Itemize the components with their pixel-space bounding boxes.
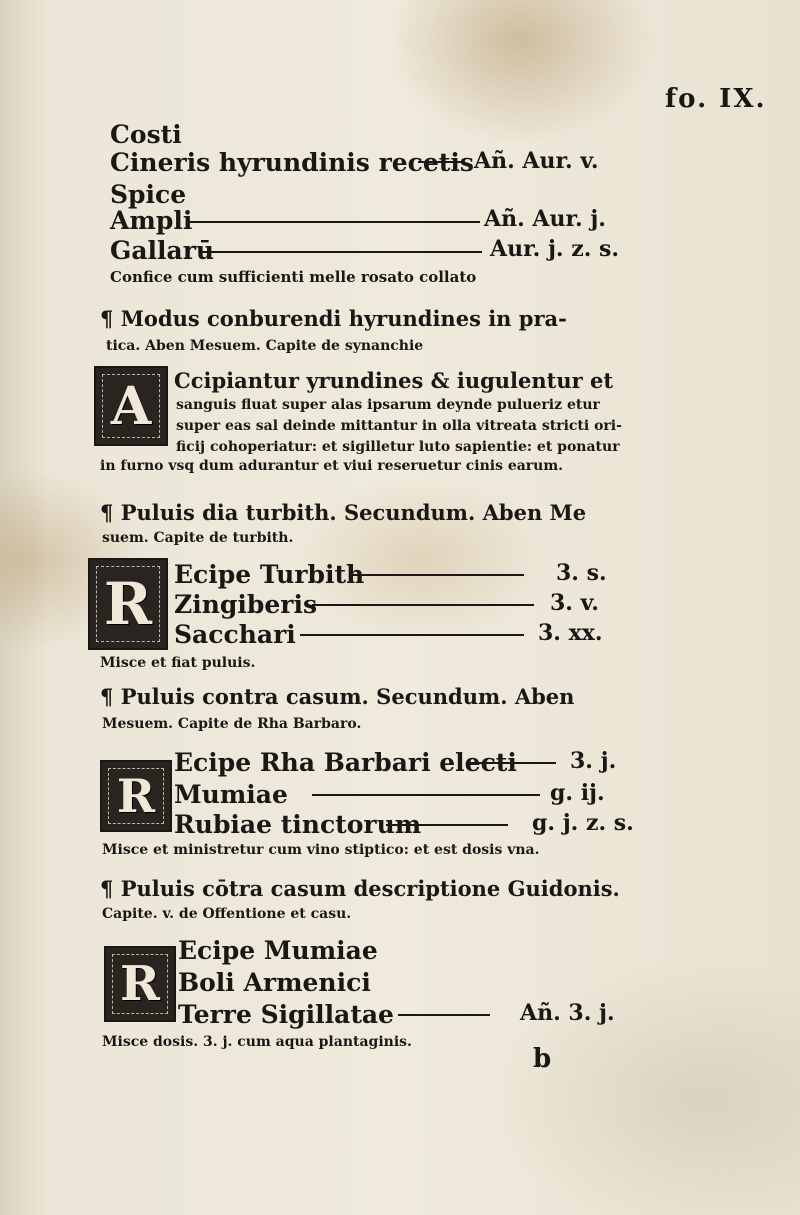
ingredient-line: Mumiae [174, 780, 288, 809]
dose-value: Añ. 3. j. [520, 1000, 615, 1026]
initial-letter: R [103, 570, 153, 638]
dose-value: 3. xx. [538, 620, 603, 646]
paragraph-line: in furno vsq dum adurantur et viui reseruetur cinis earum. [100, 458, 564, 474]
dose-rule [300, 634, 524, 636]
section-heading [100, 684, 574, 709]
ingredient-line: Ampli [110, 206, 193, 235]
dose-rule [190, 221, 480, 223]
ingredient-line: Ecipe Turbith [174, 560, 365, 589]
recipe-note: Misce dosis. 3. j. cum aqua plantaginis. [102, 1034, 412, 1050]
dose-rule [200, 251, 482, 253]
dose-value: Aur. j. z. s. [490, 236, 620, 262]
ingredient-line: Ecipe Rha Barbari electi [174, 748, 517, 777]
dose-value: 3. v. [550, 590, 599, 616]
dose-value: g. j. z. s. [532, 810, 634, 836]
section-subheading: Capite. v. de Offentione et casu. [102, 906, 352, 922]
dose-value: g. ij. [550, 780, 605, 806]
recipe-note: Misce et fiat puluis. [100, 655, 256, 671]
heading-text: Puluis cōtra casum descriptione Guidonis. [120, 876, 620, 901]
paragraph-line: sanguis fluat super alas ipsarum deynde pulueriz etur [176, 397, 600, 413]
dose-value: 3. s. [556, 560, 607, 586]
recipe-note: Misce et ministretur cum vino stiptico: et est dosis vna. [102, 842, 540, 858]
dose-rule [312, 794, 540, 796]
heading-text: Modus conburendi hyrundines in pra- [120, 306, 567, 331]
ingredient-line: Zingiberis [174, 590, 318, 619]
ingredient-line: Spice [110, 180, 187, 209]
heading-text: Puluis contra casum. Secundum. Aben [120, 684, 575, 709]
pilcrow-icon: ¶ [100, 876, 114, 901]
dose-rule [398, 1014, 490, 1016]
pilcrow-icon: ¶ [100, 684, 114, 709]
dose-rule [468, 762, 556, 764]
ingredient-line: Costi [110, 120, 182, 149]
ingredient-line: Rubiae tinctorum [174, 810, 422, 839]
initial-letter: A [110, 375, 152, 437]
section-heading [100, 306, 567, 331]
decorated-initial [100, 760, 172, 832]
paragraph-line: ficij cohoperiatur: et sigilletur luto sapientie: et ponatur [176, 439, 620, 455]
initial-letter: R [120, 956, 160, 1012]
folio-number: fo. IX. [665, 84, 767, 114]
section-subheading: suem. Capite de turbith. [102, 530, 294, 546]
dose-value: 3. j. [570, 748, 617, 774]
dose-value: Añ. Aur. v. [474, 148, 599, 174]
dose-rule [312, 604, 534, 606]
decorated-initial [88, 558, 168, 650]
ingredient-line: Cineris hyrundinis recetis [110, 148, 474, 177]
ingredient-line: Sacchari [174, 620, 296, 649]
section-heading [100, 876, 620, 901]
ingredient-line: Gallarū [110, 236, 215, 265]
signature-mark: b [533, 1044, 552, 1074]
heading-text: Puluis dia turbith. Secundum. Aben Me [120, 500, 587, 525]
section-subheading: Mesuem. Capite de Rha Barbaro. [102, 716, 362, 732]
dose-rule [418, 161, 464, 163]
ingredient-line: Boli Armenici [178, 968, 371, 997]
paragraph-line: super eas sal deinde mittantur in olla vitreata stricti ori- [176, 418, 622, 434]
dose-rule [386, 824, 508, 826]
decorated-initial [104, 946, 176, 1022]
pilcrow-icon: ¶ [100, 500, 114, 525]
section-subheading: tica. Aben Mesuem. Capite de synanchie [106, 338, 424, 354]
section-heading [100, 500, 586, 525]
ingredient-line: Terre Sigillatae [178, 1000, 394, 1029]
dose-value: Añ. Aur. j. [484, 206, 606, 232]
paragraph-line: Ccipiantur yrundines & iugulentur et [174, 368, 614, 393]
pilcrow-icon: ¶ [100, 306, 114, 331]
initial-letter: R [116, 769, 156, 823]
ingredient-line: Ecipe Mumiae [178, 936, 378, 965]
recipe-note: Confice cum sufficienti melle rosato collato [110, 268, 477, 286]
dose-rule [352, 574, 524, 576]
decorated-initial [94, 366, 168, 446]
